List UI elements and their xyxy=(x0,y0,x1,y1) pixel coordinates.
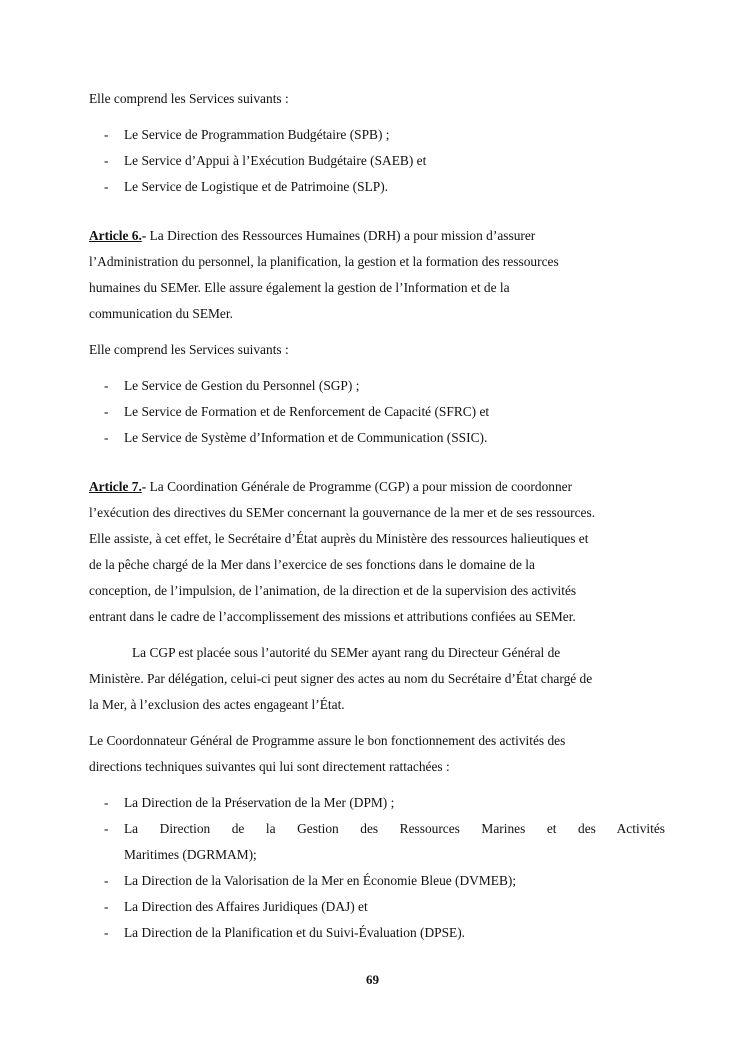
document-page xyxy=(89,86,665,946)
list-item: - La Direction de la Préservation de la Mer (DPM) ; xyxy=(89,790,665,816)
article-7-label: Article 7. xyxy=(89,479,142,494)
article-6-line: l’Administration du personnel, la planification, la gestion et la formation des ressources xyxy=(89,254,559,269)
intro-text: Elle comprend les Services suivants : xyxy=(89,91,289,106)
article-7-line: Elle assiste, à cet effet, le Secrétaire d’État auprès du Ministère des ressources halieutiques et xyxy=(89,531,589,546)
article-6-label: Article 6. xyxy=(89,228,142,243)
list-item: - Le Service de Gestion du Personnel (SGP) ; xyxy=(89,373,665,399)
list-item: - Le Service de Logistique et de Patrimoine (SLP). xyxy=(89,174,665,200)
paragraph-line: Ministère. Par délégation, celui-ci peut signer des actes au nom du Secrétaire d’État chargé de xyxy=(89,671,593,686)
paragraph-line: Le Coordonnateur Général de Programme assure le bon fonctionnement des activités des xyxy=(89,733,566,748)
paragraph-line: la Mer, à l’exclusion des actes engageant l’État. xyxy=(89,697,345,712)
services-list-finance xyxy=(89,122,665,200)
article-7-line: de la pêche chargé de la Mer dans l’exercice de ses fonctions dans le domaine de la xyxy=(89,557,535,572)
list-item: - La Direction des Affaires Juridiques (DAJ) et xyxy=(89,894,665,920)
list-item: - La Direction de la Gestion des Ressources Marines et des Activités xyxy=(89,816,665,842)
list-item: - La Direction de la Planification et du Suivi-Évaluation (DPSE). xyxy=(89,920,665,946)
article-7-line: conception, de l’impulsion, de l’animation, de la direction et de la supervision des activités xyxy=(89,583,577,598)
article-6-line: humaines du SEMer. Elle assure également la gestion de l’Information et de la xyxy=(89,280,510,295)
list-item: - Le Service d’Appui à l’Exécution Budgétaire (SAEB) et xyxy=(89,148,665,174)
article-6-line: communication du SEMer. xyxy=(89,306,233,321)
list-item: - La Direction de la Valorisation de la Mer en Économie Bleue (DVMEB); xyxy=(89,868,665,894)
list-item: - Le Service de Système d’Information et de Communication (SSIC). xyxy=(89,425,665,451)
article-7-line: entrant dans le cadre de l’accomplissement des missions et attributions confiées au SEMer. xyxy=(89,609,576,624)
article-6-paragraph xyxy=(89,223,665,327)
article-6-dash: - xyxy=(141,228,147,243)
directions-list xyxy=(89,790,665,946)
paragraph-line: directions techniques suivantes qui lui sont directement rattachées : xyxy=(89,759,450,774)
services-list-hr xyxy=(89,373,665,451)
list-item-continuation xyxy=(89,842,665,868)
list-item-continuation-text: Maritimes (DGRMAM); xyxy=(124,847,257,862)
list-item: - Le Service de Programmation Budgétaire (SPB) ; xyxy=(89,122,665,148)
article-7-line: l’exécution des directives du SEMer concernant la gouvernance de la mer et de ses ressources. xyxy=(89,505,596,520)
article-7-paragraph xyxy=(89,474,665,630)
article-7-dash: - xyxy=(141,479,147,494)
coordinator-paragraph xyxy=(89,728,665,780)
article-6-line: La Direction des Ressources Humaines (DRH) a pour mission d’assurer xyxy=(146,228,536,243)
list-item: - Le Service de Formation et de Renforcement de Capacité (SFRC) et xyxy=(89,399,665,425)
intro-text: Elle comprend les Services suivants : xyxy=(89,342,289,357)
article-7-line: La Coordination Générale de Programme (CGP) a pour mission de coordonner xyxy=(146,479,573,494)
cgp-paragraph xyxy=(89,640,665,718)
page-number: 69 xyxy=(366,972,379,987)
paragraph-line: La CGP est placée sous l’autorité du SEMer ayant rang du Directeur Général de xyxy=(132,645,561,660)
